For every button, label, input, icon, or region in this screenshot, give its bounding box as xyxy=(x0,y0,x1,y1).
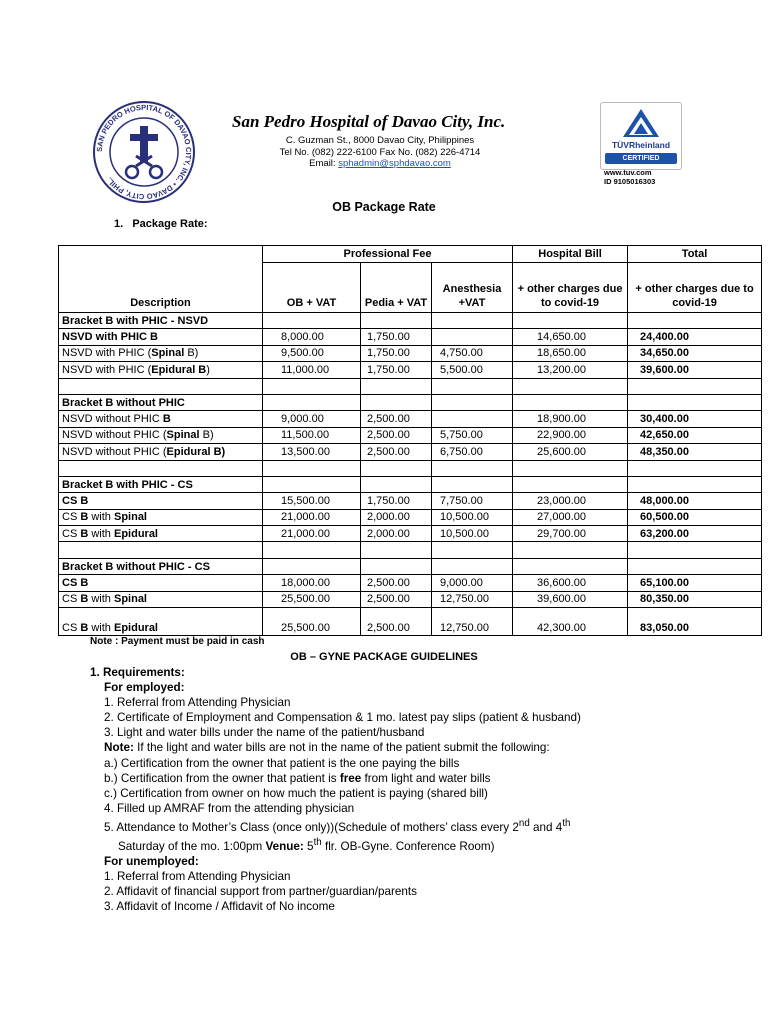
desc-bold-part: B xyxy=(80,527,89,540)
cell-total: 48,000.00 xyxy=(628,493,762,509)
cell-anesthesia-vat xyxy=(432,329,513,345)
desc-bold-part: Epidural xyxy=(113,527,158,540)
hospital-name: San Pedro Hospital of Davao City, Inc. xyxy=(232,112,506,131)
header-total-other-charges: + other charges due to covid-19 xyxy=(628,263,762,313)
superscript: th xyxy=(313,836,322,848)
cell-total: 24,400.00 xyxy=(628,329,762,345)
row-description: Bracket B without PHIC xyxy=(59,394,263,410)
cell-anesthesia-vat: 7,750.00 xyxy=(432,493,513,509)
table-subheader-row xyxy=(59,263,762,313)
header-anesthesia-vat: Anesthesia +VAT xyxy=(432,263,513,313)
list-item-note xyxy=(90,740,730,755)
cell-anesthesia-vat: 9,000.00 xyxy=(432,575,513,591)
table-row-spacer xyxy=(59,378,762,394)
desc-part: NSVD with PHIC ( xyxy=(62,363,152,376)
note-label: Note: xyxy=(104,741,134,755)
venue-label: Venue: xyxy=(265,839,304,853)
cell-pedia-vat: 2,500.00 xyxy=(361,444,432,460)
table-row xyxy=(59,411,762,427)
header-other-charges: + other charges due to covid-19 xyxy=(513,263,628,313)
list-item: 3. Affidavit of Income / Affidavit of No income xyxy=(104,900,335,914)
desc-part: NSVD without PHIC xyxy=(62,413,163,426)
desc-part: with xyxy=(88,622,114,635)
cell-anesthesia-vat: 6,750.00 xyxy=(432,444,513,460)
desc-part: with xyxy=(88,511,114,524)
cell-anesthesia-vat: 5,500.00 xyxy=(432,362,513,378)
row-description: Bracket B without PHIC - CS xyxy=(59,558,263,574)
row-description xyxy=(59,509,263,525)
table-row xyxy=(59,444,762,460)
desc-bold-part: B xyxy=(80,511,89,524)
cell-anesthesia-vat: 5,750.00 xyxy=(432,427,513,443)
cell-anesthesia-vat: 12,750.00 xyxy=(432,591,513,607)
text-part: b.) Certification from the owner that patient is xyxy=(104,771,340,785)
employed-heading: For employed: xyxy=(104,681,185,695)
cell-hospital-bill: 23,000.00 xyxy=(513,493,628,509)
note-text: If the light and water bills are not in the name of the patient submit the following: xyxy=(133,741,550,755)
header-blank xyxy=(59,246,263,263)
desc-part: NSVD without PHIC ( xyxy=(62,429,167,442)
cell-total: 80,350.00 xyxy=(628,591,762,607)
section-package-rate: 1. Package Rate: xyxy=(114,218,208,230)
desc-bold-part: Epidural B) xyxy=(166,445,226,458)
desc-bold-part: Spinal xyxy=(113,593,147,606)
header-ob-vat: OB + VAT xyxy=(263,263,361,313)
header-hospital-bill: Hospital Bill xyxy=(513,246,628,263)
table-row xyxy=(59,591,762,607)
cell-hospital-bill: 36,600.00 xyxy=(513,575,628,591)
list-item: a.) Certification from the owner that patient is the one paying the bills xyxy=(104,756,460,770)
desc-bold-part: Spinal xyxy=(113,511,147,524)
cell-hospital-bill: 39,600.00 xyxy=(513,591,628,607)
row-description: NSVD with PHIC B xyxy=(59,329,263,345)
superscript: nd xyxy=(518,817,530,829)
table-row xyxy=(59,558,762,574)
row-description: Bracket B with PHIC - CS xyxy=(59,476,263,492)
desc-bold-part: Epidural B xyxy=(151,363,207,376)
row-description xyxy=(59,427,263,443)
desc-part: ) xyxy=(206,363,210,376)
desc-part: CS xyxy=(62,511,81,524)
row-description xyxy=(59,591,263,607)
list-item: 2. Certificate of Employment and Compensation & 1 mo. latest pay slips (patient & husband) xyxy=(104,711,581,725)
tuv-brand: TÜVRheinland xyxy=(611,140,671,150)
cell-ob-vat: 11,500.00 xyxy=(263,427,361,443)
hospital-contact-block xyxy=(250,135,510,170)
hospital-address: C. Guzman St., 8000 Davao City, Philippines xyxy=(285,135,475,146)
cell-hospital-bill: 18,650.00 xyxy=(513,345,628,361)
desc-part: NSVD without PHIC ( xyxy=(62,445,167,458)
cell-pedia-vat: 2,000.00 xyxy=(361,526,432,542)
requirements-heading: 1. Requirements: xyxy=(90,666,185,679)
table-row-spacer xyxy=(59,460,762,476)
cell-hospital-bill: 29,700.00 xyxy=(513,526,628,542)
guidelines-title: OB – GYNE PACKAGE GUIDELINES xyxy=(290,651,478,663)
table-row xyxy=(59,394,762,410)
text-part: flr. OB-Gyne. Conference Room) xyxy=(321,839,495,853)
cell-total: 30,400.00 xyxy=(628,411,762,427)
row-description: CS B xyxy=(59,575,263,591)
cell-pedia-vat: 2,500.00 xyxy=(361,427,432,443)
cell-total: 48,350.00 xyxy=(628,444,762,460)
cell-anesthesia-vat xyxy=(432,411,513,427)
payment-note: Note : Payment must be paid in cash xyxy=(90,636,265,647)
cell-total: 63,200.00 xyxy=(628,526,762,542)
row-description xyxy=(59,362,263,378)
desc-part: B) xyxy=(199,429,214,442)
tuv-id: ID 9105016303 xyxy=(604,176,656,186)
table-row xyxy=(59,526,762,542)
cell-pedia-vat: 2,500.00 xyxy=(361,608,432,636)
header-total: Total xyxy=(628,246,762,263)
desc-bold-part: B xyxy=(80,593,89,606)
cell-total: 39,600.00 xyxy=(628,362,762,378)
tuv-caption xyxy=(604,169,655,186)
cell-hospital-bill: 25,600.00 xyxy=(513,444,628,460)
tuv-url: www.tuv.com xyxy=(604,168,652,177)
requirements-list xyxy=(90,665,730,914)
table-row xyxy=(59,509,762,525)
cell-ob-vat: 13,500.00 xyxy=(263,444,361,460)
rate-table xyxy=(58,245,762,636)
cell-ob-vat: 21,000.00 xyxy=(263,526,361,542)
desc-bold-part: Epidural xyxy=(113,622,158,635)
cell-anesthesia-vat: 4,750.00 xyxy=(432,345,513,361)
table-row xyxy=(59,476,762,492)
cell-hospital-bill: 14,650.00 xyxy=(513,329,628,345)
text-bold-part: free xyxy=(339,771,362,785)
cell-hospital-bill: 27,000.00 xyxy=(513,509,628,525)
cell-hospital-bill: 18,900.00 xyxy=(513,411,628,427)
table-row xyxy=(59,362,762,378)
cell-pedia-vat: 2,000.00 xyxy=(361,509,432,525)
desc-part: CS xyxy=(62,527,81,540)
desc-part: CS xyxy=(62,622,81,635)
list-item xyxy=(90,771,730,786)
row-description xyxy=(59,526,263,542)
text-part: and 4 xyxy=(529,820,563,834)
list-item: 1. Referral from Attending Physician xyxy=(104,696,291,710)
list-item: c.) Certification from owner on how much the patient is paying (shared bill) xyxy=(104,786,488,800)
cell-total: 42,650.00 xyxy=(628,427,762,443)
table-row xyxy=(59,575,762,591)
cell-hospital-bill: 42,300.00 xyxy=(513,608,628,636)
row-description: Bracket B with PHIC - NSVD xyxy=(59,313,263,329)
table-row xyxy=(59,329,762,345)
desc-bold-part: B xyxy=(80,622,89,635)
list-item xyxy=(90,816,730,835)
cell-total: 83,050.00 xyxy=(628,608,762,636)
header-description: Description xyxy=(59,263,263,313)
text-part: Saturday of the mo. 1:00pm xyxy=(118,839,266,853)
table-row xyxy=(59,345,762,361)
cell-ob-vat: 11,000.00 xyxy=(263,362,361,378)
cell-ob-vat: 8,000.00 xyxy=(263,329,361,345)
cell-pedia-vat: 2,500.00 xyxy=(361,411,432,427)
cell-anesthesia-vat: 10,500.00 xyxy=(432,526,513,542)
cell-ob-vat: 18,000.00 xyxy=(263,575,361,591)
row-description xyxy=(59,444,263,460)
row-description xyxy=(59,608,263,636)
tuv-certified-label: CERTIFIED xyxy=(605,153,677,164)
cell-pedia-vat: 1,750.00 xyxy=(361,493,432,509)
cell-pedia-vat: 1,750.00 xyxy=(361,345,432,361)
cell-pedia-vat: 2,500.00 xyxy=(361,575,432,591)
cell-pedia-vat: 1,750.00 xyxy=(361,362,432,378)
email-label: Email: xyxy=(309,158,339,169)
row-description: CS B xyxy=(59,493,263,509)
unemployed-heading: For unemployed: xyxy=(104,854,199,868)
cell-ob-vat: 9,500.00 xyxy=(263,345,361,361)
list-item: 3. Light and water bills under the name of the patient/husband xyxy=(104,726,425,740)
desc-bold-part: Spinal xyxy=(166,429,200,442)
seal-ring-text: SAN PEDRO HOSPITAL OF DAVAO CITY, INC. • DAVAO CITY, PHIL. xyxy=(94,102,194,202)
header-professional-fee: Professional Fee xyxy=(263,246,513,263)
desc-part: with xyxy=(88,593,114,606)
list-item-continuation xyxy=(90,835,730,854)
cell-ob-vat: 25,500.00 xyxy=(263,608,361,636)
desc-part: CS xyxy=(62,593,81,606)
text-part: 5. Attendance to Mother’s Class (once only))(Schedule of mothers’ class every 2 xyxy=(104,820,519,834)
desc-bold-part: B xyxy=(162,413,171,426)
cell-total: 60,500.00 xyxy=(628,509,762,525)
text-part: 5 xyxy=(303,839,314,853)
cell-ob-vat: 25,500.00 xyxy=(263,591,361,607)
list-item: 4. Filled up AMRAF from the attending physician xyxy=(104,801,355,815)
desc-bold-part: Spinal xyxy=(151,347,185,360)
cell-hospital-bill: 13,200.00 xyxy=(513,362,628,378)
superscript: th xyxy=(562,817,571,829)
list-item: 1. Referral from Attending Physician xyxy=(104,870,291,883)
cell-hospital-bill: 22,900.00 xyxy=(513,427,628,443)
text-part: from light and water bills xyxy=(361,771,491,785)
table-row xyxy=(59,493,762,509)
desc-part: with xyxy=(88,527,114,540)
cell-total: 65,100.00 xyxy=(628,575,762,591)
header-pedia-vat: Pedia + VAT xyxy=(361,263,432,313)
hospital-phone: Tel No. (082) 222-6100 Fax No. (082) 226-4714 xyxy=(279,146,481,158)
desc-part: NSVD with PHIC ( xyxy=(62,347,152,360)
email-link[interactable]: sphadmin@sphdavao.com xyxy=(338,158,451,169)
cell-ob-vat: 15,500.00 xyxy=(263,493,361,509)
desc-part: B) xyxy=(184,347,199,360)
tuv-certification-badge xyxy=(600,102,682,170)
list-item: 2. Affidavit of financial support from partner/guardian/parents xyxy=(104,885,417,899)
table-row xyxy=(59,608,762,636)
row-description xyxy=(59,345,263,361)
page-title: OB Package Rate xyxy=(332,200,436,214)
cell-ob-vat: 21,000.00 xyxy=(263,509,361,525)
cell-ob-vat: 9,000.00 xyxy=(263,411,361,427)
hospital-email-line xyxy=(250,158,510,170)
cell-pedia-vat: 2,500.00 xyxy=(361,591,432,607)
cell-anesthesia-vat: 12,750.00 xyxy=(432,608,513,636)
cell-anesthesia-vat: 10,500.00 xyxy=(432,509,513,525)
tuv-triangle-icon xyxy=(601,103,681,143)
table-row-spacer xyxy=(59,542,762,558)
hospital-seal-logo xyxy=(92,100,196,204)
table-row xyxy=(59,313,762,329)
row-description xyxy=(59,411,263,427)
cell-pedia-vat: 1,750.00 xyxy=(361,329,432,345)
table-header-row xyxy=(59,246,762,263)
cell-total: 34,650.00 xyxy=(628,345,762,361)
table-row xyxy=(59,427,762,443)
